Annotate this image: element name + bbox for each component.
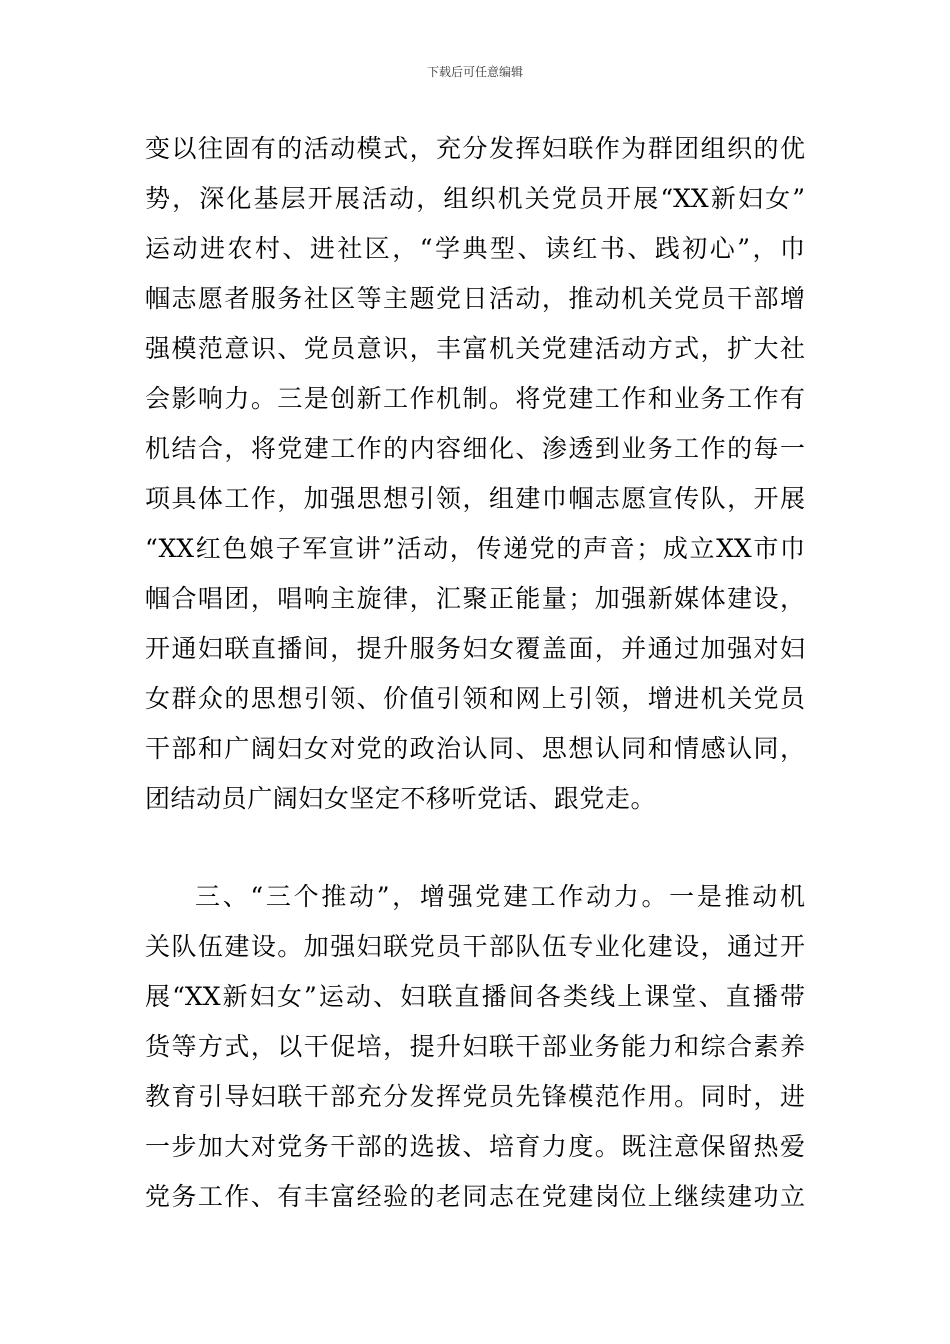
paragraph-1-line: “XX红色娘子军宣讲”活动，传递党的声音；成立XX市巾: [145, 534, 805, 563]
paragraph-2-line: 一步加大对党务干部的选拔、培育力度。既注意保留热爱: [145, 1132, 805, 1161]
paragraph-1-line: 强模范意识、党员意识，丰富机关党建活动方式，扩大社: [145, 334, 805, 363]
paragraph-1-line: 势，深化基层开展活动，组织机关党员开展“XX新妇女”: [145, 184, 805, 213]
paragraph-1-line: 开通妇联直播间，提升服务妇女覆盖面，并通过加强对妇: [145, 634, 805, 663]
paragraph-1-line: 项具体工作，加强思想引领，组建巾帼志愿宣传队，开展: [145, 484, 805, 513]
page-header: 下载后可任意编辑: [426, 65, 523, 79]
paragraph-1-line: 会影响力。三是创新工作机制。将党建工作和业务工作有: [145, 384, 805, 413]
paragraph-1-line: 干部和广阔妇女对党的政治认同、思想认同和情感认同，: [145, 734, 805, 763]
paragraph-1-line: 女群众的思想引领、价值引领和网上引领，增进机关党员: [145, 684, 805, 713]
paragraph-2-line: 教育引导妇联干部充分发挥党员先锋模范作用。同时，进: [145, 1082, 805, 1111]
paragraph-1-last-line: 团结动员广阔妇女坚定不移听党话、跟党走。: [145, 784, 657, 813]
paragraph-2-line: 党务工作、有丰富经验的老同志在党建岗位上继续建功立: [145, 1182, 805, 1211]
paragraph-1-line: 帼志愿者服务社区等主题党日活动，推动机关党员干部增: [145, 284, 805, 313]
paragraph-1-line: 运动进农村、进社区，“学典型、读红书、践初心”，巾: [145, 234, 805, 263]
paragraph-2-line: 关队伍建设。加强妇联党员干部队伍专业化建设，通过开: [145, 932, 805, 961]
paragraph-1-line: 变以往固有的活动模式，充分发挥妇联作为群团组织的优: [145, 134, 805, 163]
paragraph-2-line: 展“XX新妇女”运动、妇联直播间各类线上课堂、直播带: [145, 982, 805, 1011]
paragraph-2-line: 货等方式，以干促培，提升妇联干部业务能力和综合素养: [145, 1032, 805, 1061]
paragraph-1-line: 机结合，将党建工作的内容细化、渗透到业务工作的每一: [145, 434, 805, 463]
paragraph-2-first-line: 三、“三个推动”，增强党建工作动力。一是推动机: [195, 882, 805, 911]
paragraph-1-line: 帼合唱团，唱响主旋律，汇聚正能量；加强新媒体建设，: [145, 584, 805, 613]
